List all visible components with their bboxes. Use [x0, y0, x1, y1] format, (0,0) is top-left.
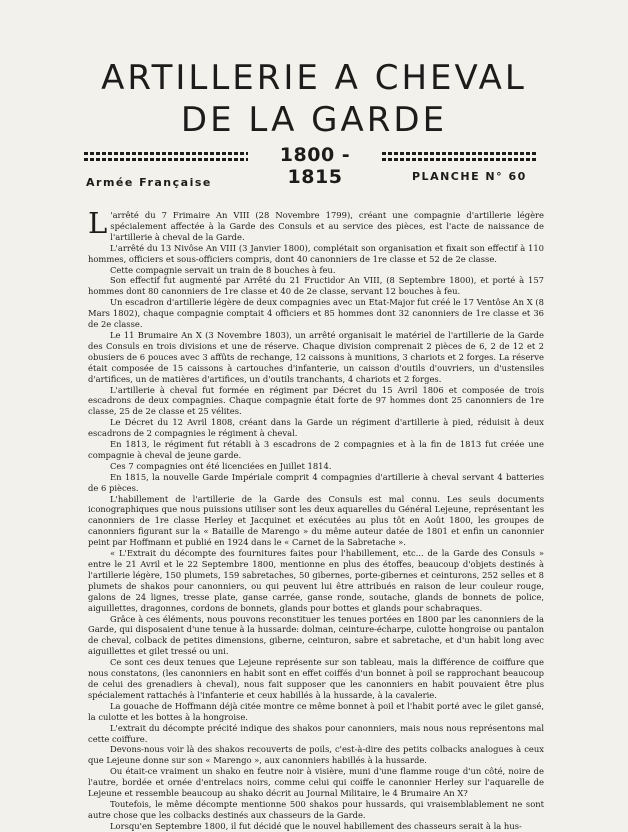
body-paragraph: Ces 7 compagnies ont été licenciées en Juillet 1814. [110, 460, 332, 471]
decorative-bar-left [84, 152, 248, 161]
title-line-1: ARTILLERIE A CHEVAL [101, 58, 527, 98]
decorative-bar-right [382, 152, 538, 161]
body-paragraph: Ce sont ces deux tenues que Lejeune représente sur son tableau, mais la différence de coiffure que nous constatons, (les canonniers en habit sont en effet coiffés d'un bonnet à poil se rapprochant beaucoup de celui des grenadiers à cheval), nous fait supposer que les canonniers en habit pouvaient être plus spécialement rattachés à l'infanterie et ceux habillés à la hussarde, à la cavalerie. [88, 657, 544, 700]
body-paragraph: En 1815, la nouvelle Garde Impériale comprit 4 compagnies d'artillerie à cheval servant 4 batteries de 6 pièces. [88, 471, 544, 493]
body-paragraph: L'habillement de l'artillerie de la Garde des Consuls est mal connu. Les seuls documents iconographiques que nous puissions utiliser sont les deux aquarelles du Général Lejeune, représentant les canonniers de 1re classe Herley et Jacquinet et exécutées au plus tôt en Août 1800, les groupes de canonniers figurant sur la « Bataille de Marengo » du même auteur datée de 1801 et enfin un canonnier peint par Hoffmann et publié en 1924 dans le « Carnet de la Sabretache ». [88, 493, 544, 548]
article-body [88, 206, 544, 832]
body-paragraph: Le Décret du 12 Avril 1808, créant dans la Garde un régiment d'artillerie à pied, réduisit à deux escadrons de 2 compagnies le régiment à cheval. [88, 417, 544, 439]
body-paragraph: Lorsqu'en Septembre 1800, il fut décidé que le nouvel habillement des chasseurs serait à la hus- [110, 820, 522, 831]
title-line-2: DE LA GARDE [180, 100, 448, 140]
plate-number: PLANCHE N° 60 [412, 170, 527, 183]
body-paragraph: Ou était-ce vraiment un shako en feutre noir à visière, muni d'une flamme rouge d'un côté, noire de l'autre, bordée et ornée d'entrelacs noirs, comme celui qui coiffe le canonnier Herley sur l'aquarelle de Lejeune et ressemble beaucoup au shako décrit au Journal Militaire, le 4 Brumaire An X? [88, 766, 544, 799]
drop-cap: L [88, 206, 108, 240]
body-paragraph: « L'Extrait du décompte des fournitures faites pour l'habillement, etc... de la Garde des Consuls » entre le 21 Avril et le 22 Septembre 1800, mentionne en plus des étoffes, beaucoup d'objets destinés à l'artillerie légère, 150 plumets, 159 sabretaches, 50 gibernes, porte-gibernes et ceinturons, 252 selles et 8 plumets de shakos pour canonniers, ou qui peuvent lui être attribués en raison de leur couleur rouge, galons de 24 lignes, tresse plate, ganse carrée, ganse ronde, soutache, glands de bonnets de police, aiguillettes, dragonnes, cordons de bonnets, glands pour bottes et glands pour schabraques. [88, 548, 544, 613]
body-paragraph: Cette compagnie servait un train de 8 bouches à feu. [110, 264, 336, 275]
body-paragraph: L 'arrêté du 7 Frimaire An VIII (28 Novembre 1799), créant une compagnie d'artillerie légère spécialement affectée à la Garde des Consuls et au service des pièces, est l'acte de naissance de l'artillerie à cheval de la Garde. [88, 206, 544, 242]
body-paragraph: L'arrêté du 13 Nivôse An VIII (3 Janvier 1800), complétait son organisation et fixait son effectif à 110 hommes, officiers et sous-officiers compris, dont 40 canonniers de 1re classe et 52 de 2e classe. [88, 242, 544, 264]
body-paragraph: Devons-nous voir là des shakos recouverts de poils, c'est-à-dire des petits colbacks analogues à ceux que Lejeune donne sur son « Marengo », aux canonniers habillés à la hussarde. [88, 744, 544, 766]
body-paragraph: L'extrait du décompte précité indique des shakos pour canonniers, mais nous nous représentons mal cette coiffure. [88, 722, 544, 744]
body-paragraph: L'artillerie à cheval fut formée en régiment par Décret du 15 Avril 1806 et composée de trois escadrons de deux compagnies. Chaque compagnie était forte de 97 hommes dont 25 canonniers de 1re classe, 25 de 2e classe et 25 vélites. [88, 384, 544, 417]
army-label: Armée Française [86, 176, 212, 189]
body-paragraph: En 1813, le régiment fut rétabli à 3 escadrons de 2 compagnies et à la fin de 1813 fut créée une compagnie à cheval de jeune garde. [88, 439, 544, 460]
body-paragraph: Un escadron d'artillerie légère de deux compagnies avec un Etat-Major fut créé le 17 Ventôse An X (8 Mars 1802), chaque compagnie comptait 4 officiers et 85 hommes dont 32 canonniers de 1re classe et 36 de 2e classe. [88, 297, 544, 330]
body-paragraph: Le 11 Brumaire An X (3 Novembre 1803), un arrêté organisait le matériel de l'artillerie de la Garde des Consuls en trois divisions et une de réserve. Chaque division comprenait 2 pièces de 6, 2 de 12 et 2 obusiers de 6 pouces avec 3 affûts de rechange, 12 caissons à munitions, 3 chariots et 2 forges. La réserve était composée de 15 caissons à cartouches d'infanterie, un caisson d'outils d'ouvriers, un d'ustensiles d'artifices, un de matières d'artifices, un d'outils tranchants, 4 chariots et 2 forges. [88, 329, 544, 384]
body-paragraph: Grâce à ces éléments, nous pouvons reconstituer les tenues portées en 1800 par les canonniers de la Garde, qui disposaient d'une tenue à la hussarde: dolman, ceinture-écharpe, culotte hongroise ou pantalon de cheval, colback de petites dimensions, giberne, ceinturon, sabre et sabretache, et d'un habit long avec aiguillettes et gilet tressé ou uni. [88, 613, 544, 657]
body-paragraph: Toutefois, le même décompte mentionne 500 shakos pour hussards, qui vraisemblablement ne sont autre chose que les colbacks destinés aux chasseurs de la Garde. [88, 798, 544, 820]
body-paragraph: La gouache de Hoffmann déjà citée montre ce même bonnet à poil et l'habit porté avec le gilet gansé, la culotte et les bottes à la hongroise. [88, 700, 544, 722]
date-range: 1800 - 1815 [279, 144, 351, 188]
body-paragraph: Son effectif fut augmenté par Arrêté du 21 Fructidor An VIII, (8 Septembre 1800), et porté à 157 hommes dont 80 canonniers de 1re classe et 40 de 2e classe, servant 12 bouches à feu. [88, 275, 544, 297]
